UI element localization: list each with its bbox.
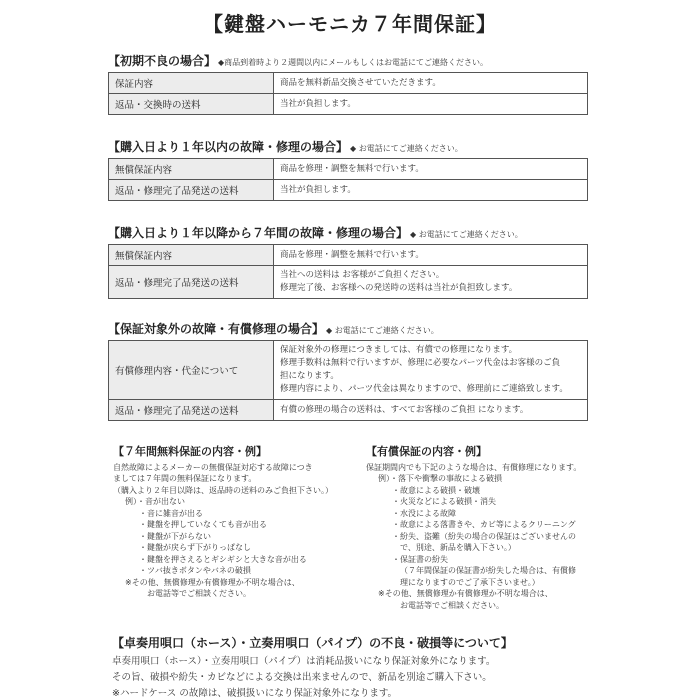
mouthpiece-line: ※ハードケース の故障は、破損扱いになり保証対象外になります。 (112, 688, 398, 699)
box-line: ※その他、無償修理か有償修理か不明な場合は、 (378, 589, 553, 598)
mouthpiece-line: 卓奏用唄口（ホース）・立奏用唄口（パイプ）は消耗品扱いになり保証対象外になります。 (112, 656, 496, 667)
section-heading (108, 224, 588, 241)
row-value (274, 245, 588, 266)
box-line: 理になりますのでご了承下さいませ。） (400, 577, 540, 587)
box-line: ・鍵盤を押さえるとギシギシと大きな音が出る (139, 554, 307, 564)
box-line: ・保証書の紛失 (392, 554, 448, 564)
row-label: 保証内容 (109, 73, 274, 94)
row-value (274, 159, 588, 180)
section-heading (108, 320, 588, 337)
box-line: お電話等でご相談ください。 (400, 600, 504, 610)
row-label: 無償保証内容 (109, 245, 274, 266)
table-row (109, 94, 588, 115)
row-value-line: 担になります。 (280, 371, 339, 381)
row-value-line: 商品を修理・調整を無料で行います。 (280, 163, 424, 174)
box-line: ・鍵盤を押していなくても音が出る (139, 520, 267, 529)
section-title: 【購入日より１年以内の故障・修理の場合】 (108, 140, 349, 154)
box-line: ・故意による落書きや、カビ等によるクリーニング (392, 520, 576, 529)
page-title: 【鍵盤ハーモニカ７年間保証】 (203, 12, 497, 36)
free-warranty-box (113, 446, 363, 600)
section-title: 【初期不良の場合】 (108, 54, 217, 68)
section-note: ◆ お電話にてご連絡ください。 (326, 326, 439, 335)
row-label: 返品・修理完了品発送の送料 (109, 266, 274, 299)
section-title: 【保証対象外の故障・有償修理の場合】 (108, 322, 325, 336)
row-value-line: 当社への送料は お客様がご負担ください。 (280, 270, 445, 280)
box-heading: 【７年間無料保証の内容・例】 (113, 445, 267, 458)
row-label: 返品・修理完了品発送の送料 (109, 180, 274, 201)
warranty-table (108, 72, 588, 115)
row-label: 有償修理内容・代金について (109, 341, 274, 400)
row-label: 返品・修理完了品発送の送料 (109, 400, 274, 421)
box-line: で、別途、新品を購入下さい。） (400, 543, 516, 552)
mouthpiece-line: その旨、破損や紛失・カビなどによる交換は出来ませんので、新品を別途ご購入下さい。 (112, 672, 492, 683)
table-row (109, 266, 588, 299)
warranty-table (108, 158, 588, 201)
section-heading (108, 138, 588, 155)
warranty-section (108, 52, 588, 115)
box-line: （購入より２年目以降は、返品時の送料のみご負担下さい。） (113, 485, 333, 495)
mouthpiece-section (112, 634, 592, 699)
box-line: ・ツバ抜きボタンやバネの破損 (139, 566, 251, 575)
paid-warranty-box (366, 446, 598, 611)
box-heading: 【有償保証の内容・例】 (366, 445, 487, 458)
box-line: ・鍵盤が戻らず下がりっぱなし (139, 543, 251, 552)
table-row (109, 159, 588, 180)
table-row (109, 73, 588, 94)
box-line: ・火災などによる破損・消失 (392, 497, 496, 506)
warranty-section (108, 138, 588, 201)
row-value-line: 当社が負担します。 (280, 98, 356, 109)
row-value (274, 341, 588, 400)
warranty-table (108, 340, 588, 421)
row-value (274, 400, 588, 421)
section-note: ◆ お電話にてご連絡ください。 (410, 230, 523, 239)
box-line: 例）・落下や衝撃の事故による破損 (378, 474, 502, 483)
table-row (109, 400, 588, 421)
box-line: お電話等でご相談ください。 (147, 589, 251, 598)
section-title: 【購入日より１年以降から７年間の故障・修理の場合】 (108, 226, 409, 240)
row-value-line: 商品を無料新品交換させていただきます。 (280, 77, 441, 88)
row-value (274, 266, 588, 299)
row-value-line: 修理完了後、お客様への発送時の送料は当社が負担致します。 (280, 283, 518, 293)
box-line: ・音に雑音が出る (139, 508, 203, 518)
row-value-line: 有償の修理の場合の送料は、すべてお客様のご負担 になります。 (280, 404, 529, 415)
box-line: （７年間保証の保証書が紛失した場合は、有償修 (400, 566, 576, 575)
box-line: ・鍵盤が下がらない (139, 531, 211, 541)
box-line: ・紛失、盗難（紛失の場合の保証はございませんの (392, 531, 576, 541)
warranty-table (108, 244, 588, 299)
row-value-line: 保証対象外の修理につきましては、有償での修理になります。 (280, 345, 518, 355)
box-line: ・水没による故障 (392, 508, 456, 518)
row-value-line: 修理手数料は無料で行いますが、修理に必要なパーツ代金はお客様のご負 (280, 358, 561, 368)
box-line: 自然故障によるメーカーの無償保証対応する故障につき (113, 462, 313, 472)
row-label: 無償保証内容 (109, 159, 274, 180)
box-line: 例）・音が出ない (125, 497, 185, 506)
section-note: ◆ お電話にてご連絡ください。 (350, 144, 463, 153)
table-row (109, 245, 588, 266)
table-row (109, 180, 588, 201)
warranty-section (108, 320, 588, 421)
row-value (274, 94, 588, 115)
row-value-line: 当社が負担します。 (280, 184, 356, 195)
warranty-section (108, 224, 588, 299)
row-value-line: 商品を修理・調整を無料で行います。 (280, 249, 424, 260)
row-value-line: 修理内容により、パーツ代金は異なりますので、修理前にご連絡致します。 (280, 384, 568, 394)
section-note: ◆商品到着時より２週間以内にメールもしくはお電話にてご連絡ください。 (218, 58, 489, 67)
section-heading (108, 52, 588, 69)
row-value (274, 73, 588, 94)
box-line: ましては７年間の無料保証になります。 (113, 474, 257, 483)
row-value (274, 180, 588, 201)
box-line: 保証期間内でも下記のような場合は、有償修理になります。 (366, 462, 582, 472)
mouthpiece-heading: 【卓奏用唄口（ホース）・立奏用唄口（パイプ）の不良・破損等について】 (112, 636, 513, 650)
box-line: ・故意による破損・破壊 (392, 485, 480, 495)
row-label: 返品・交換時の送料 (109, 94, 274, 115)
table-row (109, 341, 588, 400)
box-line: ※その他、無償修理か有償修理か不明な場合は、 (125, 577, 300, 587)
